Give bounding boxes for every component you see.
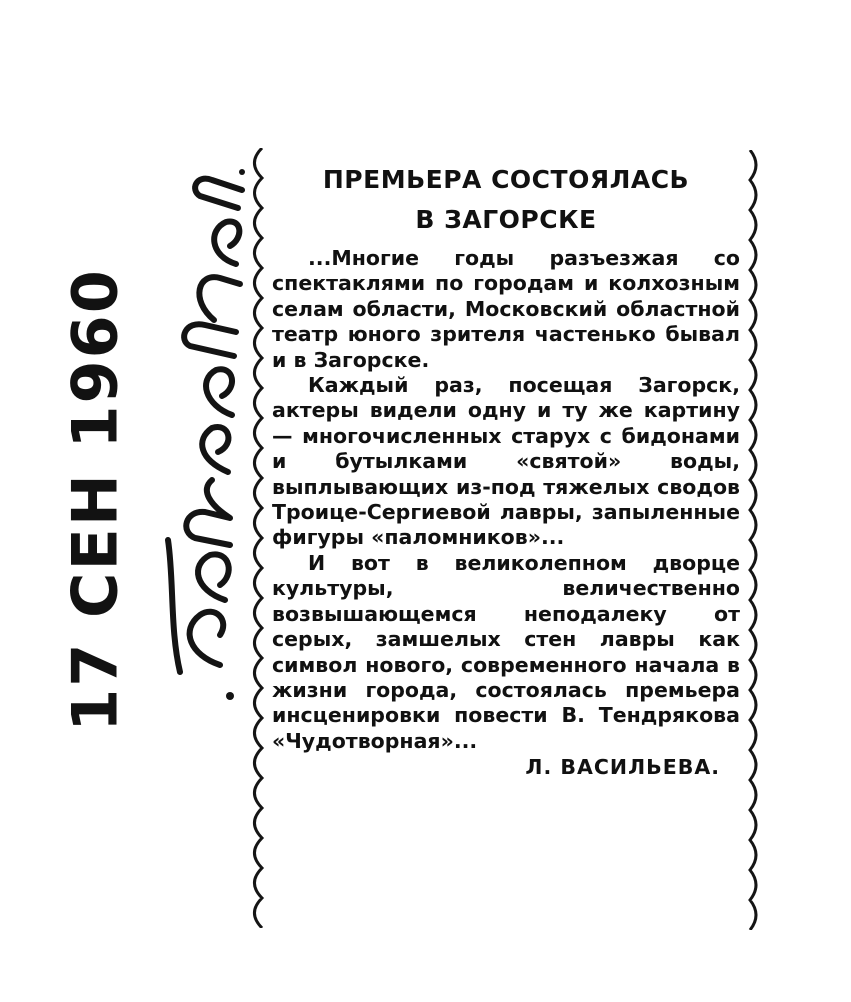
paragraph-3: И вот в великолепном дворце культуры, величественно возвышающемся неподалеку от серых, замшелых стен лавры как символ нового, современного начала в жизни города, состоялась премьера инсценировки повести В. Тендрякова «Чудотворная»... — [272, 550, 740, 753]
stamp-date: 17 СЕН 1960 — [58, 268, 132, 732]
date-stamp — [58, 268, 132, 732]
author-byline: Л. ВАСИЛЬЕВА. — [525, 755, 720, 780]
headline-line-1: ПРЕМЬЕРА СОСТОЯЛАСЬ — [322, 165, 690, 194]
article-headline — [272, 160, 740, 240]
article — [272, 160, 740, 780]
paragraph-2: Каждый раз, посещая Загорск, актеры видели одну и ту же картину — многочисленных старух с бидонами и бутылками «святой» воды, выплывающих из-под тяжелых сводов Троице-Сергиевой лавры, запыленные фигуры «паломников»... — [272, 373, 740, 550]
left-border-ornament — [248, 148, 270, 928]
paragraph-1: ...Многие годы разъезжая со спектаклями по городам и колхозным селам области, Московский областной театр юного зрителя частенько бывал и в Загорске. — [272, 246, 740, 372]
right-border-ornament — [740, 150, 762, 930]
headline-line-2: В ЗАГОРСКЕ — [415, 205, 597, 234]
handwritten-signature — [150, 160, 250, 700]
article-body — [272, 246, 740, 754]
